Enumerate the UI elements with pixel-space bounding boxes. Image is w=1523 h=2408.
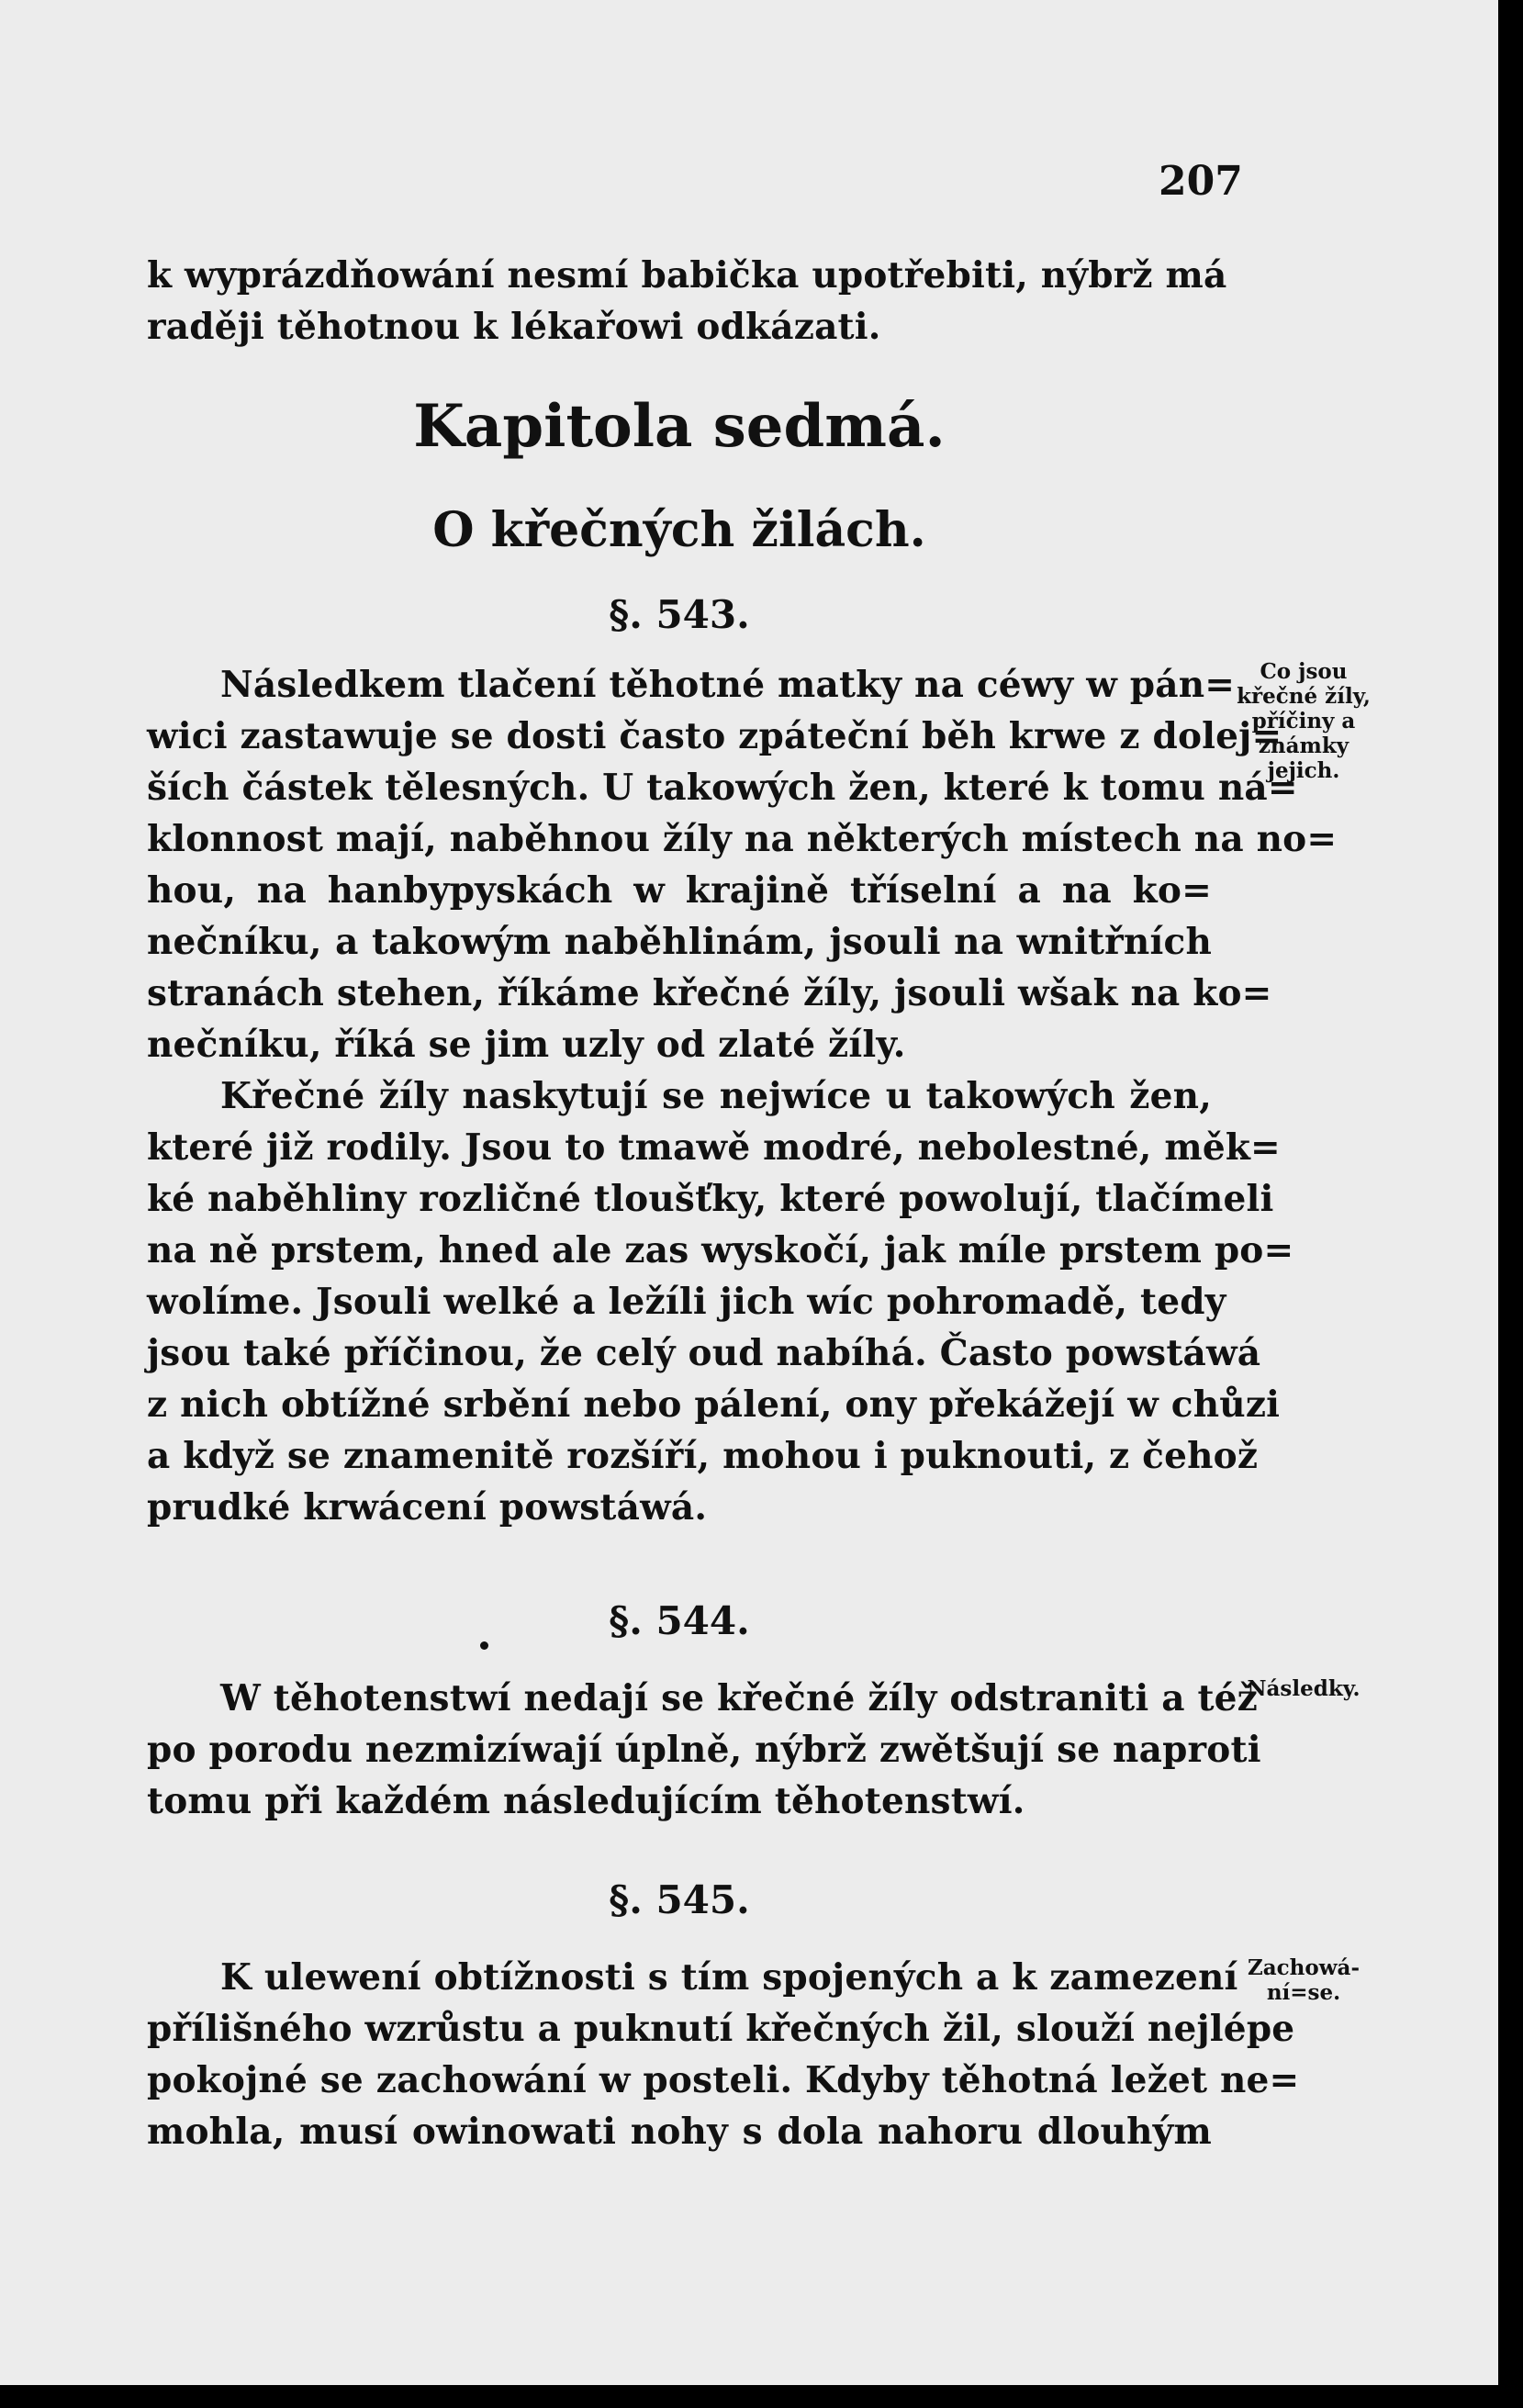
- text-line: wici zastawuje se dosti často zpáteční běh krwe z dolej=: [147, 715, 1282, 757]
- margin-note-line: známky: [1258, 734, 1349, 758]
- text-line: tomu při každém následujícím těhotenstwí.: [147, 1780, 1025, 1822]
- text-line: ké naběhliny rozličné tloušťky, které powolují, tlačímeli: [147, 1178, 1274, 1220]
- text-line: Následkem tlačení těhotné matky na céwy w pán=: [220, 664, 1236, 706]
- text-line: klonnost mají, naběhnou žíly na některých místech na no=: [147, 818, 1338, 860]
- text-line: prudké krwácení powstáwá.: [147, 1486, 708, 1529]
- margin-note-line: Následky.: [1247, 1676, 1361, 1701]
- margin-note-line: křečné žíly,: [1237, 684, 1371, 709]
- text-line: W těhotenstwí nedají se křečné žíly odstraniti a též: [220, 1677, 1259, 1719]
- text-line: nečníku, a takowým naběhlinám, jsouli na wnitřních: [147, 921, 1212, 963]
- text-line: na ně prstem, hned ale zas wyskočí, jak míle prstem po=: [147, 1229, 1294, 1271]
- margin-note-line: ní=se.: [1266, 1980, 1341, 2005]
- section-heading-543: §. 543.: [609, 592, 750, 637]
- text-line: nečníku, říká se jim uzly od zlaté žíly.: [147, 1024, 906, 1066]
- text-line: mohla, musí owinowati nohy s dola nahoru dlouhým: [147, 2111, 1212, 2153]
- margin-note-545: [1235, 1955, 1372, 2005]
- margin-note-line: jejich.: [1267, 758, 1340, 783]
- text-line: stranách stehen, říkáme křečné žíly, jsouli wšak na ko=: [147, 972, 1272, 1014]
- page-number: 207: [1159, 158, 1243, 205]
- margin-note-544: [1226, 1676, 1382, 1701]
- text-line: K ulewení obtížnosti s tím spojených a k zamezení: [220, 1956, 1238, 1999]
- text-line: k wyprázdňowání nesmí babička upotřebiti, nýbrž má: [147, 254, 1227, 297]
- chapter-title: Kapitola sedmá.: [413, 392, 946, 461]
- text-line: hou, na hanbypyskách w krajině tříselní a na ko=: [147, 869, 1212, 912]
- text-line: pokojné se zachowání w posteli. Kdyby těhotná ležet ne=: [147, 2059, 1300, 2101]
- margin-note-line: příčiny a: [1251, 709, 1356, 734]
- margin-note-line: Zachowá-: [1247, 1955, 1360, 1980]
- text-line: po porodu nezmizíwají úplně, nýbrž zwětšují se naproti: [147, 1729, 1261, 1771]
- text-line: z nich obtížné srbění nebo pálení, ony překážejí w chůzi: [147, 1383, 1281, 1426]
- margin-note-line: Co jsou: [1260, 659, 1348, 684]
- text-line: ších částek tělesných. U takowých žen, které k tomu ná=: [147, 767, 1298, 809]
- text-line: wolíme. Jsouli welké a ležíli jich wíc pohromadě, tedy: [147, 1281, 1226, 1323]
- section-heading-545: §. 545.: [609, 1877, 750, 1922]
- text-line: a když se znamenitě rozšíří, mohou i puknouti, z čehož: [147, 1435, 1259, 1477]
- text-line: jsou také příčinou, že celý oud nabíhá. Často powstáwá: [147, 1332, 1261, 1374]
- text-line: které již rodily. Jsou to tmawě modré, nebolestné, měk=: [147, 1126, 1281, 1169]
- margin-note-543: [1235, 659, 1372, 783]
- text-line: přílišného wzrůstu a puknutí křečných žil, slouží nejlépe: [147, 2008, 1295, 2050]
- chapter-subtitle: O křečných žilách.: [432, 502, 926, 558]
- text-line: Křečné žíly naskytují se nejwíce u takowých žen,: [220, 1075, 1212, 1117]
- section-heading-544: §. 544.: [609, 1598, 750, 1643]
- text-line: raději těhotnou k lékařowi odkázati.: [147, 306, 881, 348]
